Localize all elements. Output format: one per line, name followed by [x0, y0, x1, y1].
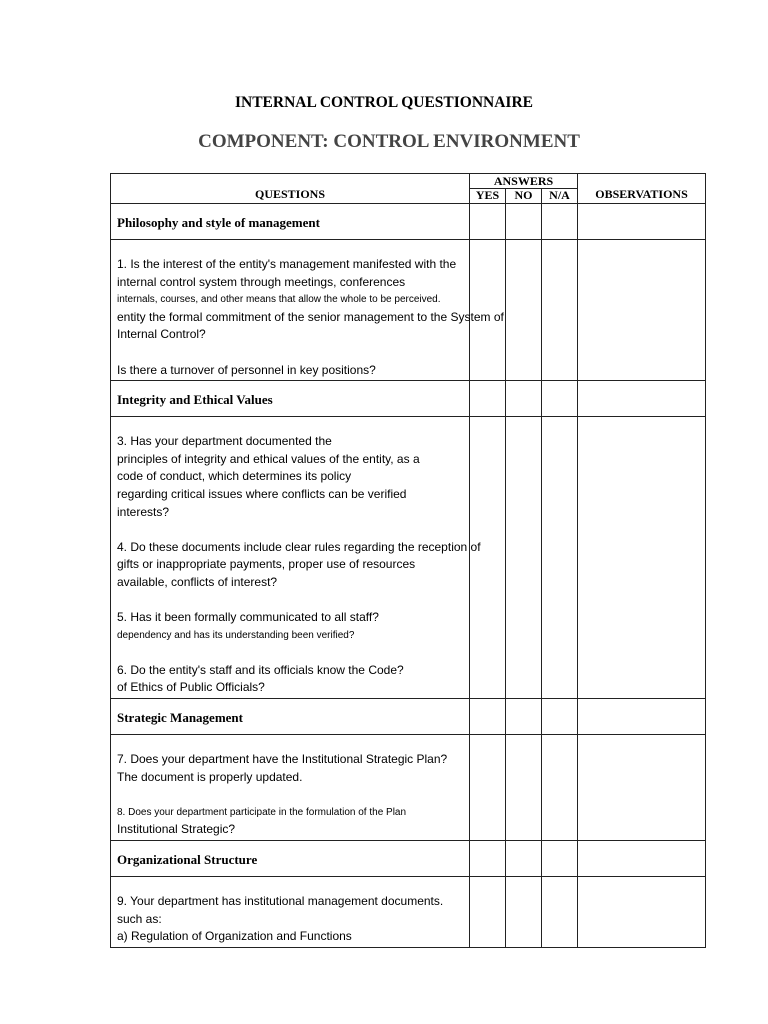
observations-cell[interactable]: [578, 841, 706, 877]
observations-cell[interactable]: [578, 417, 706, 699]
question-line: entity the formal commitment of the senior management to the System of: [117, 309, 504, 324]
section-row: [111, 204, 706, 240]
question-line: available, conflicts of interest?: [117, 574, 278, 589]
yes-cell[interactable]: [470, 877, 506, 948]
section-row: [111, 841, 706, 877]
question-line: internal control system through meetings, conferences: [117, 274, 406, 289]
answers-header: ANSWERS: [470, 174, 578, 189]
question-line: interests?: [117, 504, 170, 519]
question-line: 1. Is the interest of the entity's management manifested with the: [117, 257, 457, 271]
observations-cell[interactable]: [578, 735, 706, 841]
no-cell[interactable]: [506, 877, 542, 948]
yes-cell[interactable]: [470, 735, 506, 841]
no-cell[interactable]: [506, 699, 542, 735]
question-row: [111, 877, 706, 948]
na-cell[interactable]: [542, 841, 578, 877]
na-header: N/A: [542, 189, 578, 204]
question-line: principles of integrity and ethical values of the entity, as a: [117, 451, 420, 466]
component-title: COMPONENT: CONTROL ENVIRONMENT: [198, 131, 580, 152]
question-line: 4. Do these documents include clear rules regarding the reception of: [117, 539, 481, 554]
yes-cell[interactable]: [470, 699, 506, 735]
no-cell[interactable]: [506, 204, 542, 240]
section-row: [111, 699, 706, 735]
no-header: NO: [506, 189, 542, 204]
yes-cell[interactable]: [470, 204, 506, 240]
question-line: gifts or inappropriate payments, proper use of resources: [117, 557, 416, 572]
na-cell[interactable]: [542, 699, 578, 735]
question-row: [111, 417, 706, 699]
na-cell[interactable]: [542, 204, 578, 240]
section-title: Strategic Management: [111, 699, 470, 735]
document-title: INTERNAL CONTROL QUESTIONNAIRE: [234, 94, 533, 111]
question-line: The document is properly updated.: [117, 769, 303, 784]
observations-cell[interactable]: [578, 381, 706, 417]
question-line: 7. Does your department have the Institutional Strategic Plan?: [117, 752, 448, 767]
section-title: Philosophy and style of management: [111, 204, 470, 240]
questions-header: QUESTIONS: [111, 174, 470, 204]
question-row: [111, 735, 706, 841]
question-line: 5. Has it been formally communicated to all staff?: [117, 610, 379, 625]
question-text: [111, 240, 504, 381]
observations-header: OBSERVATIONS: [578, 174, 706, 204]
na-cell[interactable]: [542, 735, 578, 841]
question-line: 8. Does your department participate in the formulation of the Plan: [117, 806, 407, 818]
na-cell[interactable]: [542, 417, 578, 699]
observations-cell[interactable]: [578, 240, 706, 381]
question-line: internals, courses, and other means that allow the whole to be perceived.: [117, 294, 441, 306]
question-line: 3. Has your department documented the: [117, 434, 332, 449]
question-line: dependency and has its understanding been verified?: [117, 629, 355, 641]
question-line: 6. Do the entity's staff and its officials know the Code?: [117, 662, 404, 677]
question-text: [111, 877, 470, 948]
observations-cell[interactable]: [578, 204, 706, 240]
question-line: regarding critical issues where conflicts can be verified: [117, 486, 407, 501]
no-cell[interactable]: [506, 417, 542, 699]
question-line: a) Regulation of Organization and Functions: [117, 929, 352, 944]
question-row: [111, 240, 706, 381]
question-text: [111, 735, 470, 841]
question-line: code of conduct, which determines its policy: [117, 469, 352, 484]
question-line: Internal Control?: [117, 327, 206, 342]
no-cell[interactable]: [506, 841, 542, 877]
yes-cell[interactable]: [470, 417, 506, 699]
no-cell[interactable]: [506, 240, 542, 381]
na-cell[interactable]: [542, 240, 578, 381]
section-title: Organizational Structure: [111, 841, 470, 877]
question-line: of Ethics of Public Officials?: [117, 680, 265, 695]
questionnaire-table: [110, 173, 706, 948]
na-cell[interactable]: [542, 381, 578, 417]
question-line: 9. Your department has institutional management documents.: [117, 894, 444, 909]
header-row: [111, 174, 706, 189]
no-cell[interactable]: [506, 381, 542, 417]
no-cell[interactable]: [506, 735, 542, 841]
observations-cell[interactable]: [578, 877, 706, 948]
question-line: Institutional Strategic?: [117, 822, 236, 837]
observations-cell[interactable]: [578, 699, 706, 735]
section-row: [111, 381, 706, 417]
yes-cell[interactable]: [470, 841, 506, 877]
yes-header: YES: [470, 189, 506, 204]
yes-cell[interactable]: [470, 381, 506, 417]
question-text: [111, 417, 481, 699]
question-line: Is there a turnover of personnel in key positions?: [117, 362, 376, 377]
question-line: such as:: [117, 911, 162, 926]
na-cell[interactable]: [542, 877, 578, 948]
section-title: Integrity and Ethical Values: [111, 381, 470, 417]
